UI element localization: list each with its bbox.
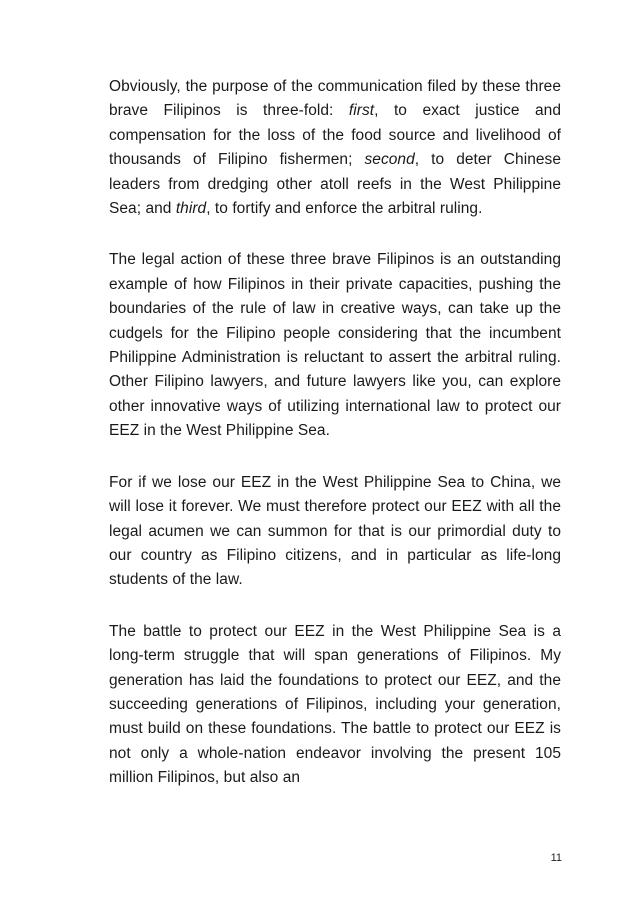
- paragraph-1-text: , to fortify and enforce the arbitral ruling.: [206, 200, 483, 218]
- paragraph-1-text: , to deter Chinese leaders from dredging other atoll reefs in the West Philippine Sea; and: [109, 151, 562, 218]
- paragraph-1-text: , to exact justice and compensation for the loss of the food source and livelihood of thousands of Filipino fishermen;: [109, 102, 562, 169]
- page-number: 11: [550, 852, 562, 864]
- paragraph-2-text: The legal action of these three brave Filipinos is an outstanding example of how Filipinos in their private capacities, pushing the boundaries of the rule of law in creative ways, can take up the cudgels for the Filipino people considering that the incumbent Philippine Administration is reluctant to assert the arbitral ruling. Other Filipino lawyers, and future lawyers like you, can explore other innovative ways of utilizing international law to protect our EEZ in the West Philippine Sea.: [109, 251, 561, 440]
- emphasis-first: first: [348, 102, 375, 120]
- emphasis-third: third: [175, 200, 207, 218]
- paragraph-2: [109, 248, 561, 443]
- emphasis-second: second: [364, 151, 415, 169]
- paragraph-1: [109, 75, 561, 221]
- paragraph-1-text: Obviously, the purpose of the communication filed by these three brave Filipinos is three-fold:: [109, 78, 561, 120]
- paragraph-4: [109, 620, 561, 791]
- body-text: [109, 75, 561, 818]
- paragraph-4-text: The battle to protect our EEZ in the West Philippine Sea is a long-term struggle that will span generations of Filipinos. My generation has laid the foundations to protect our EEZ, and the succeeding generations of Filipinos, including your generation, must build on these foundations. The battle to protect our EEZ is not only a whole-nation endeavor involving the present 105 million Filipinos, but also an: [109, 622, 561, 787]
- paragraph-3-text: For if we lose our EEZ in the West Philippine Sea to China, we will lose it forever. We must therefore protect our EEZ with all the legal acumen we can summon for that is our primordial duty to our country as Filipino citizens, and in particular as life-long students of the law.: [109, 473, 561, 589]
- paragraph-3: [109, 471, 561, 593]
